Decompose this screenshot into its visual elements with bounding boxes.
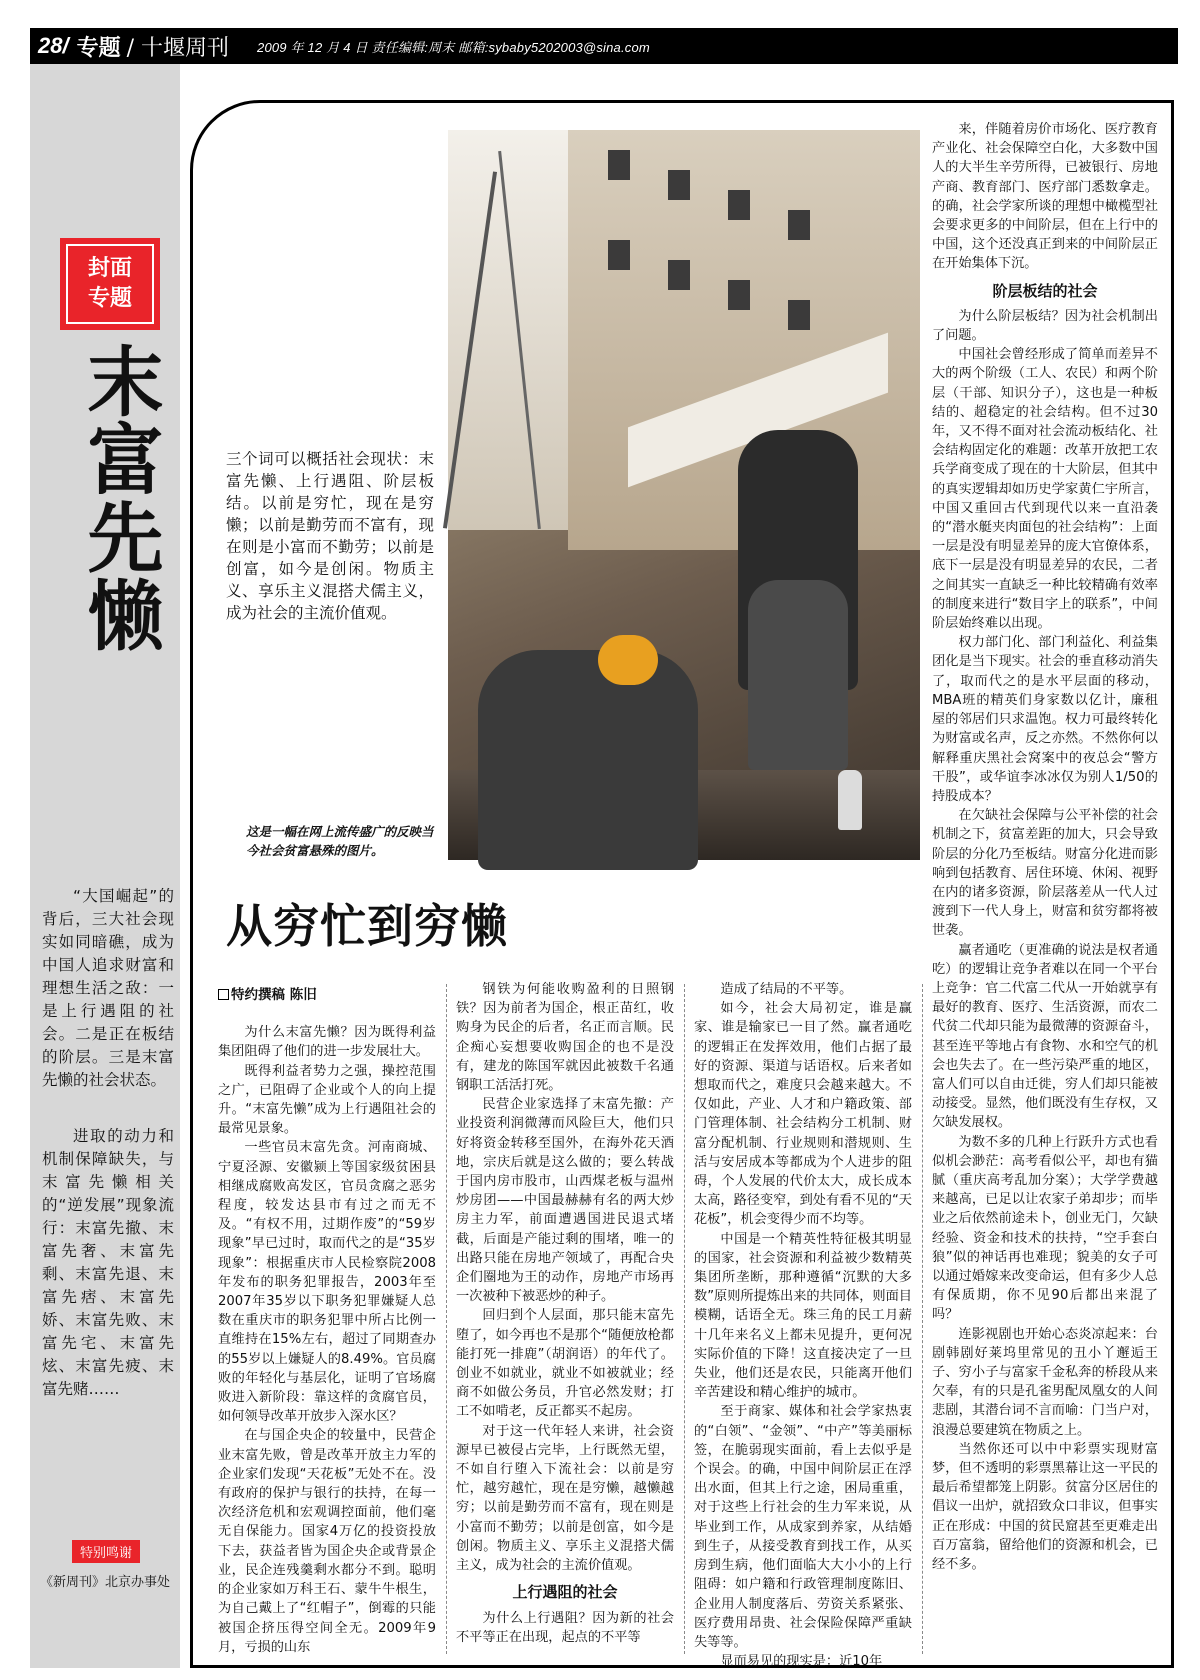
article-paragraph: 来，伴随着房价市场化、医疗教育产业化、社会保障空白化，大多数中国人的大半生辛劳所得，已被银行、房地产商、教育部门、医疗部门悉数拿走。的确，社会学家所谈的理想中橄榄型社会要求更多的中间阶层，但在上行中的中国，这个还没真正到来的中间阶层正在开始集体下沉。 <box>932 122 1158 272</box>
byline <box>218 980 436 1005</box>
article-paragraph: 钢铁为何能收购盈利的日照钢铁？因为前者为国企，根正苗红，收购身为民企的后者，名正而言顺。民企痴心妄想要收购国企的也不是没有，建龙的陈国军就因此被数千名通钢职工活活打死。 <box>456 982 674 1094</box>
article-paragraph: 如今，社会大局初定，谁是赢家、谁是输家已一目了然。赢者通吃的逻辑正在发挥效用，他们占据了最好的资源、渠道与话语权。后来者如想取而代之，难度只会越来越大。不仅如此，产业、人才和户籍政策、部门管理体制、社会结构分工机制、财富分配机制、行业规则和潜规则、生活与安居成本等都成为个人进步的阻碍，个人发展的代价太大，成长成本太高，路径变窄，到处有看不见的“天花板”，机会变得少而不均等。 <box>694 1001 912 1228</box>
square-bullet-icon <box>218 989 229 1000</box>
photo-caption: 这是一幅在网上流传盛广的反映当今社会贫富悬殊的图片。 <box>246 824 434 858</box>
article-paragraph: 在欠缺社会保障与公平补偿的社会机制之下，贫富差距的加大，只会导致阶层的分化乃至板结。财富分化进而影响到包括教育、居住环境、休闲、视野在内的诸多资源，阶层落差从一代人过渡到下一代人身上，财富和贫穷都将被世袭。 <box>932 808 1158 939</box>
article-headline: 从穷忙到穷懒 <box>226 899 508 953</box>
article-paragraph: 为什么上行遇阻？因为新的社会不平等正在出现，起点的不平等 <box>456 1610 674 1645</box>
pull-quote: 三个词可以概括社会现状：末富先懒、上行遇阻、阶层板结。以前是穷忙，现在是穷懒；以前是勤劳而不富有，现在则是小富而不勤劳；以前是创富，如今是创闲。物质主义、享乐主义混搭犬儒主义，成为社会的主流价值观。 <box>226 450 434 622</box>
subheading: 上行遇阻的社会 <box>512 1583 618 1602</box>
thanks-badge: 特别鸣谢 <box>72 1540 140 1563</box>
article-column-3 <box>694 980 912 1670</box>
photo-window <box>728 280 750 310</box>
article-paragraph: 对于这一代年轻人来讲，社会资源早已被侵占完毕，上行既然无望，不如自行堕入下流社会：以前是穷忙，越穷越忙，现在是穷懒，越懒越穷；以前是勤劳而不富有，现在则是小富而不勤劳；以前是创富，如今是创闲。物质主义、享乐主义混搭犬儒主义，成为社会的主流价值观。 <box>456 1423 674 1574</box>
side-intro-paragraph: “大国崛起”的背后，三大社会现实如同暗礁，成为中国人追求财富和理想生活之敌：一是上行遇阻的社会。二是正在板结的阶层。三是末富先懒的社会状态。 <box>42 887 174 1089</box>
article-photo <box>448 130 920 860</box>
photo-baby-on-back <box>598 635 658 685</box>
photo-window <box>668 260 690 290</box>
article-paragraph: 权力部门化、部门利益化、利益集团化是当下现实。社会的垂直移动消失了，取而代之的是水平层面的移动，MBA班的精英们身家数以亿计，廉租屋的邻居们只求温饱。权力可最终转化为财富或名声，反之亦然。不然你何以解释重庆黑社会窝案中的夜总会“警方干股”，或华谊李冰冰仅为别人1/50的持股成本？ <box>932 635 1158 804</box>
article-paragraph: 为数不多的几种上行跃升方式也看似机会渺茫：高考看似公平，却也有猫腻（重庆高考乱加分案）；大学学费越来越高，已足以让农家子弟却步；而毕业之后依然前途未卜，创业无门，欠缺经验、资金和技术的扶持，“空手套白狼”似的神话再也难现；貌美的女子可以通过婚嫁来改变命运，但有多少人总有保质期，你不见90后都出来混了吗？ <box>932 1134 1158 1323</box>
article-paragraph: 至于商家、媒体和社会学家热衷的“白领”、“金领”、“中产”等美丽标签，在脆弱现实面前，看上去似乎是个误会。的确，中国中间阶层正在浮出水面，但其上行之途，困局重重，对于这些上行社会的生力军来说，从毕业到工作，从成家到养家，从结婚到生子，从接受教育到找工作，从买房到生病，他们面临大大小小的上行阻碍：如户籍和行政管理制度陈旧、企业用人制度落后、劳资关系紧张、医疗费用昂贵、社会保险保障严重缺失等等。 <box>694 1404 912 1650</box>
article-paragraph: 在与国企央企的较量中，民营企业末富先败，曾是改革开放主力军的企业家们发现“天花板”无处不在。没有政府的保护与银行的扶持，在每一次经济危机和宏观调控面前，他们毫无自保能力。国家4万亿的投资投放下去，获益者皆为国企央企或背景企业，民企连残羹剩水都分不到。聪明的企业家如万科王石、蒙牛牛根生，为自己戴上了“红帽子”，倒霉的只能被国企挤压得空间全无。2009年9月，亏损的山东 <box>218 1428 436 1655</box>
side-intro <box>42 862 174 1434</box>
photo-seated-child <box>748 580 848 770</box>
vertical-title: 末富先懒 <box>75 342 164 654</box>
page-number: 28/ <box>38 33 69 58</box>
cover-topic-badge <box>60 238 160 330</box>
column-divider <box>446 984 447 1654</box>
photo-bottle <box>838 770 862 830</box>
article-paragraph: 民营企业家选择了末富先撤：产业投资利润微薄而风险巨大，他们只好将资金转移至国外，在海外花天酒地，宗庆后就是这么做的；要么转战于国内房市股市，山西煤老板与温州炒房团——中国最赫赫有名的两大炒房主力军，前面遭遇国进民退式堵截，后面是产能过剩的围堵，唯一的出路只能在房地产领域了，再配合央企们圈地为王的动作，房地产市场再一次被种下被恶炒的种子。 <box>456 1097 674 1305</box>
thanks-text: 《新周刊》北京办事处 <box>40 1575 171 1590</box>
photo-window <box>788 210 810 240</box>
article-paragraph: 显而易见的现实是：近10年 <box>720 1654 883 1670</box>
photo-window <box>608 150 630 180</box>
article-column-2 <box>456 980 674 1655</box>
article-paragraph: 中国是一个精英性特征极其明显的国家，社会资源和利益被少数精英集团所垄断，那种遵循“沉默的大多数”原则所提炼出来的共同体，则面目模糊，话语全无。珠三角的民工月薪十几年来名义上都未见提升，更何况实际价值的下降！这直接决定了一旦失业，他们还是农民，只能离开他们辛苦建设和精心维护的城市。 <box>694 1231 912 1401</box>
article-paragraph: 当然你还可以中中彩票实现财富梦，但不透明的彩票黑幕让这一平民的最后希望都笼上阴影。贫富分区居住的倡议一出炉，就招致众口非议，但事实正在形成：中国的贫民窟甚至更难走出百万富翁，留给他们的资源和机会，已经不多。 <box>932 1441 1158 1573</box>
article-paragraph: 赢者通吃（更准确的说法是权者通吃）的逻辑让竞争者难以在同一个平台上竞争：官二代富二代从一开始就享有最好的教育、医疗、生活资源，而农二代贫二代却只能为最微薄的资源奋斗，甚至连平等地占有食物、水和空气的机会也失去了。在一些污染严重的地区，富人们可以自由迁徙，穷人们却只能被动接受。显然，他们既没有生存权，又欠缺发展权。 <box>932 942 1158 1131</box>
article-column-1 <box>218 980 436 1655</box>
article-paragraph: 中国社会曾经形成了简单而差异不大的两个阶级（工人、农民）和两个阶层（干部、知识分子），这也是一种板结的、超稳定的社会结构。但不过30年，又不得不面对社会流动板结化、社会结构固定化的难题：改革开放把工农兵学商变成了现在的十大阶层，但其中的真实逻辑却如历史学家黄仁宇所言，中国又重回古代到现代以来一直沿袭的“潜水艇夹肉面包的社会结构”：上面一层是没有明显差异的庞大官僚体系，底下一层是没有明显差异的农民，二者之间其实一直缺乏一种比较精确有效率的制度来进行“数目字上的联系”，中间阶层始终难以出现。 <box>932 347 1158 632</box>
article-paragraph: 一些官员末富先贪。河南商城、宁夏泾源、安徽颍上等国家级贫困县相继成腐败高发区，官员贪腐之恶劣程度，较发达县市有过之而无不及。“有权不用，过期作废”的“59岁现象”早已过时，取而代之的是“35岁现象”：根据重庆市人民检察院2008年发布的职务犯罪报告，2003年至2007年35岁以下职务犯罪嫌疑人总数在重庆市的职务犯罪中所占比例一直维持在15%左右，超过了同期查办的55岁以上嫌疑人的8.49%。官员腐败的年轻化与基层化，证明了官场腐败进入新阶段：靠这样的贪腐官员，如何领导改革开放步入深水区？ <box>218 1140 436 1425</box>
page-header <box>30 28 1178 64</box>
photo-shoe-shiner <box>478 650 698 870</box>
publication-name: / 十堰周刊 <box>126 35 230 61</box>
side-intro-paragraph: 进取的动力和机制保障缺失，与末富先懒相关的“逆发展”现象流行：末富先撤、末富先奢、末富先剩、末富先退、末富先痞、末富先娇、末富先败、末富先宅、末富先炫、末富先疲、末富先赌…… <box>42 1127 174 1398</box>
photo-window <box>668 170 690 200</box>
subheading: 阶层板结的社会 <box>992 281 1098 300</box>
badge-label: 封面 专题 <box>66 244 154 324</box>
byline-text: 特约撰稿 陈旧 <box>231 987 317 1003</box>
photo-window <box>728 190 750 220</box>
article-paragraph: 回归到个人层面，那只能末富先堕了，如今再也不是那个“随便放枪都能打死一排鹿”（胡润语）的年代了。创业不如就业，就业不如被就业；经商不如做公务员，升官必然发财；打工不如啃老，反正都买不起房。 <box>456 1308 674 1420</box>
column-divider <box>922 984 923 1654</box>
photo-window <box>788 300 810 330</box>
article-paragraph: 连影视剧也开始心态炎凉起来：台剧韩剧好莱坞里常见的丑小丫邂逅王子、穷小子与富家千金私奔的桥段从来欠奉，有的只是孔雀男配凤凰女的人间悲剧，其潜台词不言而喻：门当户对，浪漫总要建筑在物质之上。 <box>932 1326 1158 1438</box>
article-paragraph: 既得利益者势力之强，操控范围之广，已阻碍了企业或个人的向上提升。“末富先懒”成为上行遇阻社会的最常见景象。 <box>218 1063 436 1137</box>
photo-window <box>608 240 630 270</box>
article-column-4 <box>932 120 1158 1655</box>
article-paragraph: 造成了结局的不平等。 <box>720 982 853 997</box>
section-name: 专题 <box>76 34 121 60</box>
article-paragraph: 为什么末富先懒？因为既得利益集团阻碍了他们的进一步发展壮大。 <box>218 1025 436 1060</box>
column-divider <box>684 984 685 1654</box>
issue-info: 2009 年 12 月 4 日 责任编辑:周末 邮箱:sybaby5202003@sina.com <box>257 39 650 55</box>
article-paragraph: 为什么阶层板结？因为社会机制出了问题。 <box>932 308 1158 344</box>
